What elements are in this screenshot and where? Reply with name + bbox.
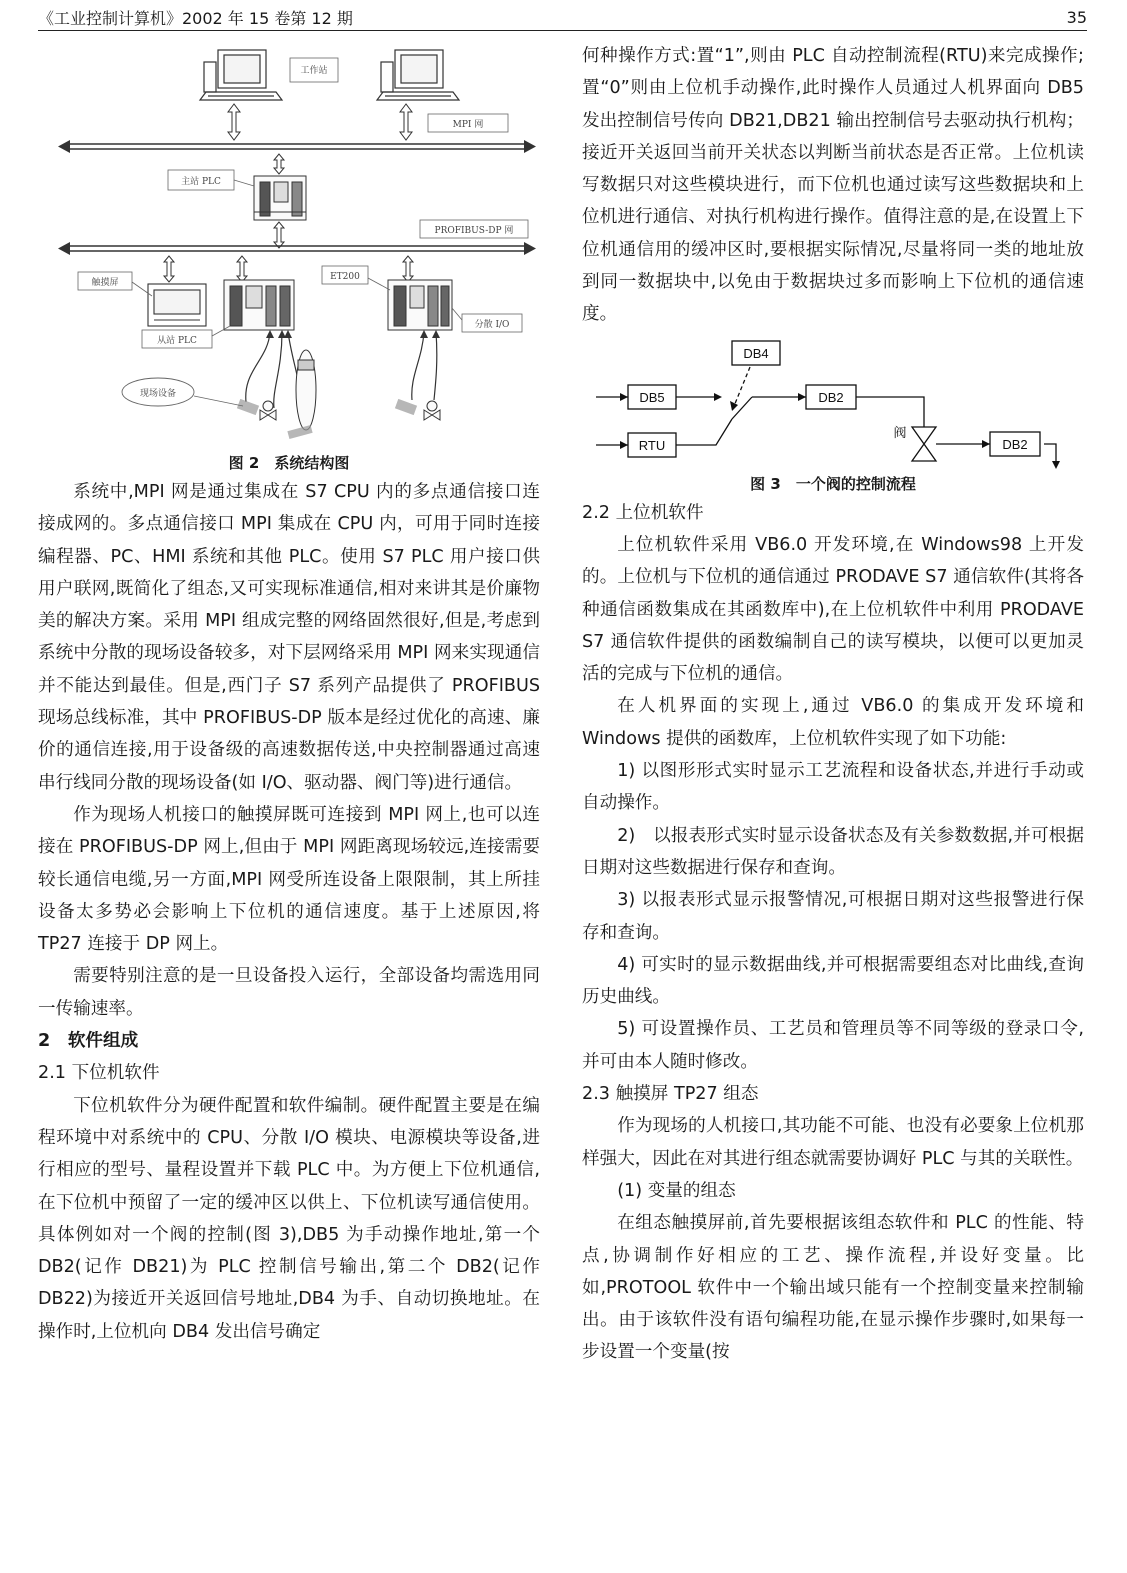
valve-symbol xyxy=(912,427,936,461)
left-column xyxy=(38,40,540,1348)
workstation-computer-left xyxy=(200,50,282,100)
left-paragraph-1: 系统中,MPI 网是通过集成在 S7 CPU 内的多点通信接口连接成网的。多点通信接口 MPI 集成在 CPU 内，可用于同时连接编程器、PC、HMI 系统和其他 PLC。使用 S7 PLC 用户接口供用户联网,既简化了组态,又可实现标准通信,相对来讲其是价廉物美的解决方案。采用 MPI 组成完整的网络固然很好,但是,考虑到系统中分散的现场设备较多，对下层网络采用 MPI 网来实现通信并不能达到最佳。但是,西门子 S7 系列产品提供了 PROFIBUS 现场总线标准，其中 PROFIBUS-DP 版本是经过优化的高速、廉价的通信连接,用于设备级的高速数据传送,中央控制器通过高速串行线同分散的现场设备(如 I/O、驱动器、阀门等)进行通信。 xyxy=(38,482,540,793)
slave-plc-rack xyxy=(224,280,294,330)
right-paragraph-8: 在组态触摸屏前,首先要根据该组态软件和 PLC 的性能、特点,协调制作好相应的工艺、操作流程,并设好变量。比如,PROTOOL 软件中一个输出域只能有一个控制变量来控制输出。由于该软件没有语句编程功能,在显示操作步骤时,如果每一步设置一个变量(按 xyxy=(582,1213,1084,1363)
field-wiring xyxy=(246,332,437,408)
connector-arrows-top xyxy=(228,104,412,140)
running-header xyxy=(38,4,1087,30)
profibus-label: PROFIBUS-DP 网 xyxy=(434,226,514,236)
journal-title: 《工业控制计算机》2002 年 15 卷第 12 期 xyxy=(38,8,353,28)
system-structure-diagram xyxy=(38,40,540,450)
field-device-sensor xyxy=(296,350,316,430)
et200-rack xyxy=(388,280,452,330)
rtu-label: RTU xyxy=(638,437,666,453)
figure-3 xyxy=(582,331,1084,497)
right-column xyxy=(582,40,1084,1369)
feature-item-4: 4) 可实时的显示数据曲线,并可根据需要组态对比曲线,查询历史曲线。 xyxy=(582,954,1084,1008)
left-paragraph-3: 需要特别注意的是一旦设备投入运行，全部设备均需选用同一传输速率。 xyxy=(38,966,540,1019)
right-paragraph-7: 作为现场的人机接口,其功能不可能、也没有必要象上位机那样强大，因此在对其进行组态就需要协调好 PLC 与其的关联性。 xyxy=(582,1116,1084,1169)
page-number: 35 xyxy=(1066,7,1087,27)
et200-leader xyxy=(368,278,390,290)
figure-3-caption: 图 3 一个阀的控制流程 xyxy=(750,474,916,493)
left-paragraph-4: 下位机软件分为硬件配置和软件编制。硬件配置主要是在编程环境中对系统中的 CPU、分散 I/O 模块、电源模块等设备,进行相应的型号、量程设置并下载 PLC 中。为方便上下位机通信,在下位机中预留了一定的缓冲区以供上、下位机读写通信使用。具体例如对一个阀的控制(图 3),DB5 为手动操作地址,第一个 DB2(记作 DB21)为 PLC 控制信号输出,第二个 DB2(记作 DB22)为接近开关返回信号地址,DB4 为手、自动切换地址。在操作时,上位机向 DB4 发出信号确定 xyxy=(38,1095,540,1342)
subsection-heading-2-3: 2.3 触摸屏 TP27 组态 xyxy=(582,1084,759,1105)
subsection-heading-2-2: 2.2 上位机软件 xyxy=(582,502,704,523)
left-paragraph-2: 作为现场人机接口的触摸屏既可连接到 MPI 网上,也可以连接在 PROFIBUS-DP 网上,但由于 MPI 网距离现场较远,连接需要较长通信电缆,另一方面,MPI 网受所连设备上限限制，其上所挂设备太多势必会影响上下位机的通信速度。基于上述原因,将 TP27 连接于 DP 网上。 xyxy=(38,804,540,955)
feature-item-5: 5) 可设置操作员、工艺员和管理员等不同等级的登录口令,并可由本人随时修改。 xyxy=(582,1019,1084,1072)
figure-2 xyxy=(38,40,540,476)
right-paragraph-6: 在人机界面的实现上,通过 VB6.0 的集成开发环境和 Windows 提供的函数库，上位机软件实现了如下功能: xyxy=(582,696,1084,749)
feature-item-3: 3) 以报表形式显示报警情况,可根据日期对这些报警进行保存和查询。 xyxy=(582,890,1084,943)
figure-2-caption: 图 2 系统结构图 xyxy=(228,454,350,472)
feature-item-2: 2) 以报表形式实时显示设备状态及有关参数数据,并可根据日期对这些数据进行保存和查询。 xyxy=(582,825,1084,878)
mpi-label: MPI 网 xyxy=(452,120,484,130)
field-device-valve-2 xyxy=(424,401,440,420)
db2-second-label: DB2 xyxy=(1002,436,1028,452)
right-paragraph-0: 何种操作方式:置“1”,则由 PLC 自动控制流程(RTU)来完成操作;置“0”则由上位机手动操作,此时操作人员通过人机界面向 DB5 发出控制信号传向 DB21,DB21 输出控制信号去驱动执行机构；接近开关返回当前开关状态以判断当前状态是否正常。上位机读写数据只对这些模块进行，而下位机也通过读写这些数据块和上位机进行通信、对执行机构进行操作。值得注意的是,在设置上下位机通信用的缓冲区时,要根据实际情况,尽量将同一类的地址放到同一数据块中,以免由于数据块过多而影响上下位机的通信速度。 xyxy=(582,46,1084,325)
valve-control-flow-diagram xyxy=(582,331,1084,471)
feature-item-1: 1) 以图形形式实时显示工艺流程和设备状态,并进行手动或自动操作。 xyxy=(582,761,1084,814)
field-devices-label: 现场设备 xyxy=(139,389,177,399)
mpi-bus xyxy=(58,140,536,153)
workstation-label: 工作站 xyxy=(300,66,328,76)
dist-io-label: 分散 I/O xyxy=(474,320,510,330)
slave-plc-label: 从站 PLC xyxy=(157,336,197,346)
dist-io-leader xyxy=(452,308,462,320)
subsection-heading-2-1: 2.1 下位机软件 xyxy=(38,1063,160,1084)
db2-first-output-line xyxy=(856,397,924,427)
touchscreen-label: 触摸屏 xyxy=(91,278,119,288)
master-plc-leader xyxy=(234,180,254,186)
db2-first-label: DB2 xyxy=(818,389,844,405)
slave-plc-leader xyxy=(212,326,230,336)
right-paragraph-5: 上位机软件采用 VB6.0 开发环境,在 Windows98 上开发的。上位机与下位机的通信通过 PRODAVE S7 通信软件(其将各种通信函数集成在其函数库中),在上位机软件中利用 PRODAVE S7 通信软件提供的函数编制自己的读写模块，以便可以更加灵活的完成与下位机的通信。 xyxy=(582,534,1084,685)
profibus-bus xyxy=(58,242,536,255)
variable-config-heading: (1) 变量的组态 xyxy=(617,1180,736,1201)
db4-label: DB4 xyxy=(743,345,769,361)
header-rule xyxy=(38,30,1087,31)
touchscreen-device xyxy=(148,284,206,326)
master-plc-label: 主站 PLC xyxy=(181,177,221,187)
field-arrowheads xyxy=(266,330,440,338)
field-devices-leader xyxy=(194,396,243,406)
et200-label: ET200 xyxy=(330,272,360,282)
db5-label: DB5 xyxy=(639,389,665,405)
master-to-dp-connector xyxy=(274,222,284,248)
valve-label: 阀 xyxy=(893,424,907,440)
workstation-computer-right xyxy=(377,50,459,100)
connector-arrows-bottom xyxy=(164,256,413,282)
section-heading-2: 2 软件组成 xyxy=(38,1031,139,1052)
rtu-output-line xyxy=(676,419,732,445)
master-plc-connector xyxy=(274,154,284,174)
master-plc-rack xyxy=(254,176,306,220)
